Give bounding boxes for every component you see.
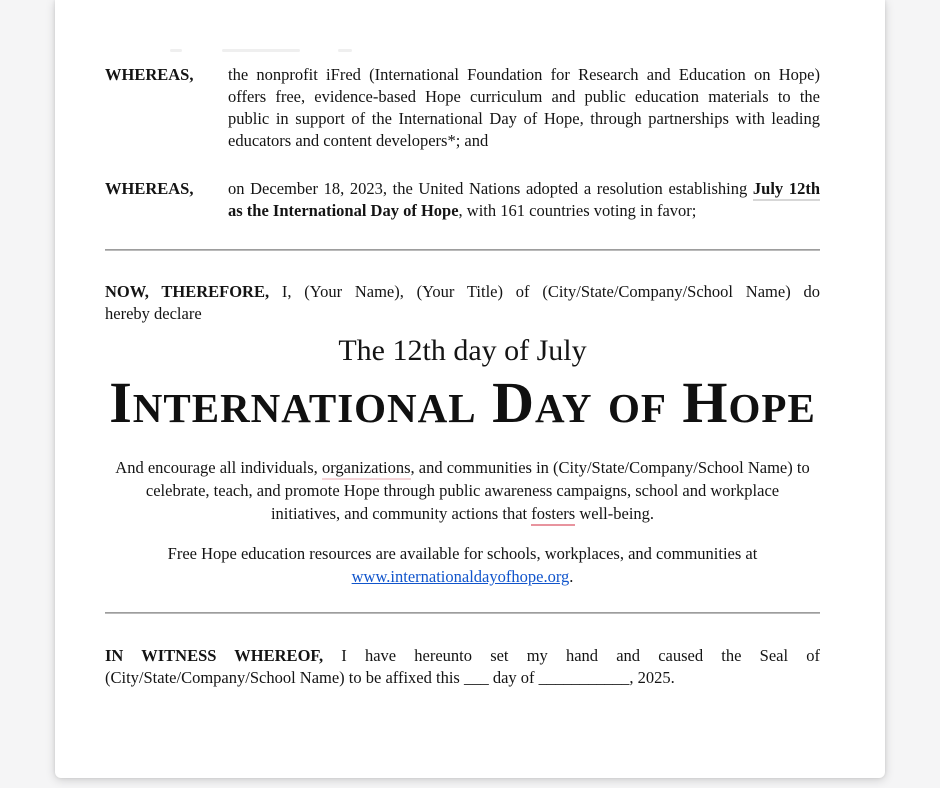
paragraph-line <box>105 565 820 588</box>
bold-phrase: as the International Day of Hope <box>228 201 459 220</box>
paragraph-line: celebrate, teach, and promote Hope through public awareness campaigns, school and workplace <box>145 481 780 500</box>
whereas-clause-2 <box>105 178 820 222</box>
whereas-body <box>228 178 820 222</box>
section-divider <box>105 249 820 251</box>
paragraph-line <box>105 645 820 667</box>
section-divider <box>105 612 820 614</box>
proclamation-title: International Day of Hope <box>109 370 816 435</box>
witness-paragraph <box>105 645 820 689</box>
paragraph-line: the nonprofit iFred (International Foundation for Research and Education on Hope) <box>228 65 820 84</box>
clause-text: , and communities in (City/State/Company/School Name) to <box>410 458 810 477</box>
paragraph-line: hereby declare <box>105 304 202 323</box>
whereas-label: WHEREAS, <box>105 179 194 198</box>
paragraph-line <box>105 502 820 525</box>
clause-text: initiatives, and community actions that <box>270 504 532 523</box>
whereas-label: WHEREAS, <box>105 65 194 84</box>
spellcheck-flagged-word[interactable]: fosters <box>531 504 575 526</box>
whereas-clause-1 <box>105 64 820 152</box>
proclamation-date-heading: The 12th day of July <box>338 334 587 367</box>
clause-text: , with 161 countries voting in favor; <box>458 201 697 220</box>
paragraph-line: educators and content developers*; and <box>228 131 489 150</box>
encourage-paragraph <box>105 456 820 525</box>
spellcheck-flagged-word[interactable]: organizations <box>322 458 411 480</box>
paragraph-line <box>105 281 820 303</box>
now-therefore-paragraph <box>105 281 820 325</box>
clause-text: I, (Your Name), (Your Title) of (City/State/Company/School Name) do <box>269 282 820 301</box>
clause-text: And encourage all individuals, <box>115 458 322 477</box>
clause-text: well-being. <box>575 504 655 523</box>
clause-text: on December 18, 2023, the United Nations adopted a resolution establishing <box>228 179 753 198</box>
whereas-body <box>228 64 820 152</box>
paragraph-line: public in support of the International Day of Hope, through partnerships with leading <box>228 109 820 128</box>
clause-text: . <box>569 567 574 586</box>
paragraph-line: Free Hope education resources are available for schools, workplaces, and communities at <box>167 544 758 563</box>
grammar-flagged-text[interactable]: July 12th <box>753 179 820 201</box>
bold-phrase: NOW, THEREFORE, <box>105 282 270 301</box>
website-link[interactable]: www.internationaldayofhope.org <box>351 567 570 586</box>
bold-phrase: IN WITNESS WHEREOF, <box>105 646 324 665</box>
paragraph-line: offers free, evidence-based Hope curriculum and public education materials to the <box>228 87 820 106</box>
paragraph-line <box>228 200 820 222</box>
paragraph-line: (City/State/Company/School Name) to be affixed this ___ day of ___________, 2025. <box>105 668 675 687</box>
paragraph-line <box>228 178 820 200</box>
resources-paragraph <box>105 542 820 588</box>
document-page <box>55 0 885 778</box>
paragraph-line <box>105 456 820 479</box>
clause-text: I have hereunto set my hand and caused the Seal of <box>323 646 820 665</box>
document-content <box>105 0 820 689</box>
